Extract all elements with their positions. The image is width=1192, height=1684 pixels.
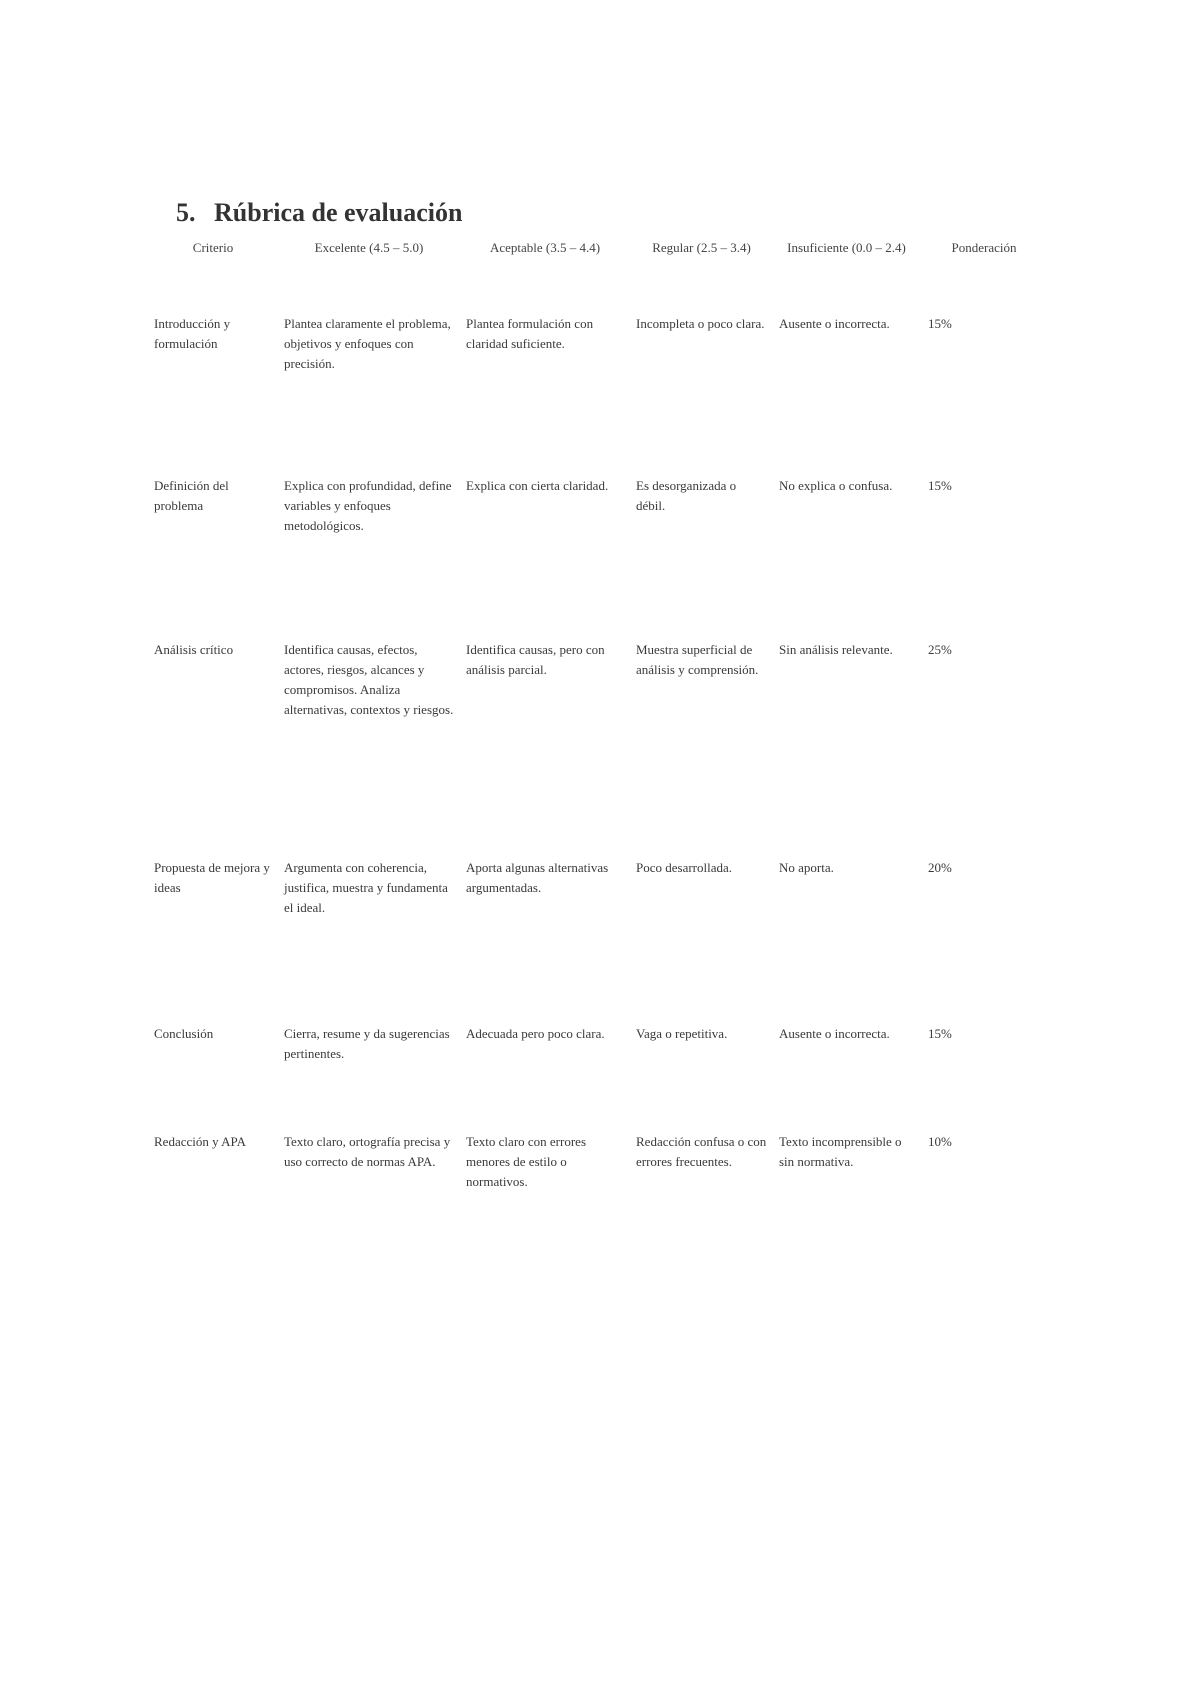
table-row [148,858,1048,1024]
cell-regular: Poco desarrollada. [636,860,733,875]
cell-criterion: Propuesta de mejora y ideas [154,860,270,895]
header-acceptable: Aceptable (3.5 – 4.4) [489,240,601,255]
rubric-table [148,238,1048,1242]
cell-excellent: Identifica causas, efectos, actores, riesgos, alcances y compromisos. Analiza alternativas, contextos y riesgos. [284,642,454,717]
cell-weight: 15% [928,478,952,493]
table-row [148,1024,1048,1132]
section-heading [176,198,462,228]
cell-acceptable: Explica con cierta claridad. [466,478,609,493]
cell-excellent: Cierra, resume y da sugerencias pertinentes. [284,1026,450,1061]
cell-criterion: Análisis crítico [154,642,234,657]
table-row [148,640,1048,858]
cell-regular: Incompleta o poco clara. [636,316,765,331]
header-row [148,238,1048,314]
cell-insufficient: Texto incomprensible o sin normativa. [779,1134,902,1169]
header-regular: Regular (2.5 – 3.4) [652,240,751,255]
section-number: 5. [176,198,196,227]
cell-acceptable: Adecuada pero poco clara. [466,1026,605,1041]
cell-insufficient: No aporta. [779,860,834,875]
cell-weight: 15% [928,316,952,331]
cell-insufficient: Sin análisis relevante. [779,642,893,657]
table-row [148,1132,1048,1242]
cell-insufficient: No explica o confusa. [779,478,893,493]
section-title: Rúbrica de evaluación [214,198,463,227]
header-insufficient: Insuficiente (0.0 – 2.4) [787,240,906,255]
cell-acceptable: Aporta algunas alternativas argumentadas. [466,860,609,895]
cell-excellent: Argumenta con coherencia, justifica, muestra y fundamenta el ideal. [284,860,448,915]
cell-criterion: Introducción y formulación [154,316,231,351]
rubric-body [148,314,1048,1242]
cell-excellent: Texto claro, ortografía precisa y uso correcto de normas APA. [284,1134,451,1169]
header-excellent: Excelente (4.5 – 5.0) [314,240,424,255]
cell-acceptable: Texto claro con errores menores de estilo o normativos. [466,1134,587,1189]
cell-excellent: Plantea claramente el problema, objetivos y enfoques con precisión. [284,316,451,371]
cell-regular: Vaga o repetitiva. [636,1026,728,1041]
cell-criterion: Redacción y APA [154,1134,246,1149]
table-row [148,314,1048,476]
cell-regular: Es desorganizada o débil. [636,478,737,513]
cell-acceptable: Identifica causas, pero con análisis parcial. [466,642,605,677]
header-criterion: Criterio [192,240,234,255]
cell-acceptable: Plantea formulación con claridad suficiente. [466,316,594,351]
cell-excellent: Explica con profundidad, define variables y enfoques metodológicos. [284,478,452,533]
cell-insufficient: Ausente o incorrecta. [779,1026,890,1041]
cell-regular: Redacción confusa o con errores frecuentes. [636,1134,767,1169]
cell-weight: 20% [928,860,952,875]
cell-criterion: Definición del problema [154,478,229,513]
cell-regular: Muestra superficial de análisis y comprensión. [636,642,759,677]
cell-weight: 25% [928,642,952,657]
header-weight: Ponderación [951,240,1017,255]
cell-criterion: Conclusión [154,1026,214,1041]
rubric-header [148,238,1048,314]
table-row [148,476,1048,640]
cell-weight: 10% [928,1134,952,1149]
cell-insufficient: Ausente o incorrecta. [779,316,890,331]
cell-weight: 15% [928,1026,952,1041]
